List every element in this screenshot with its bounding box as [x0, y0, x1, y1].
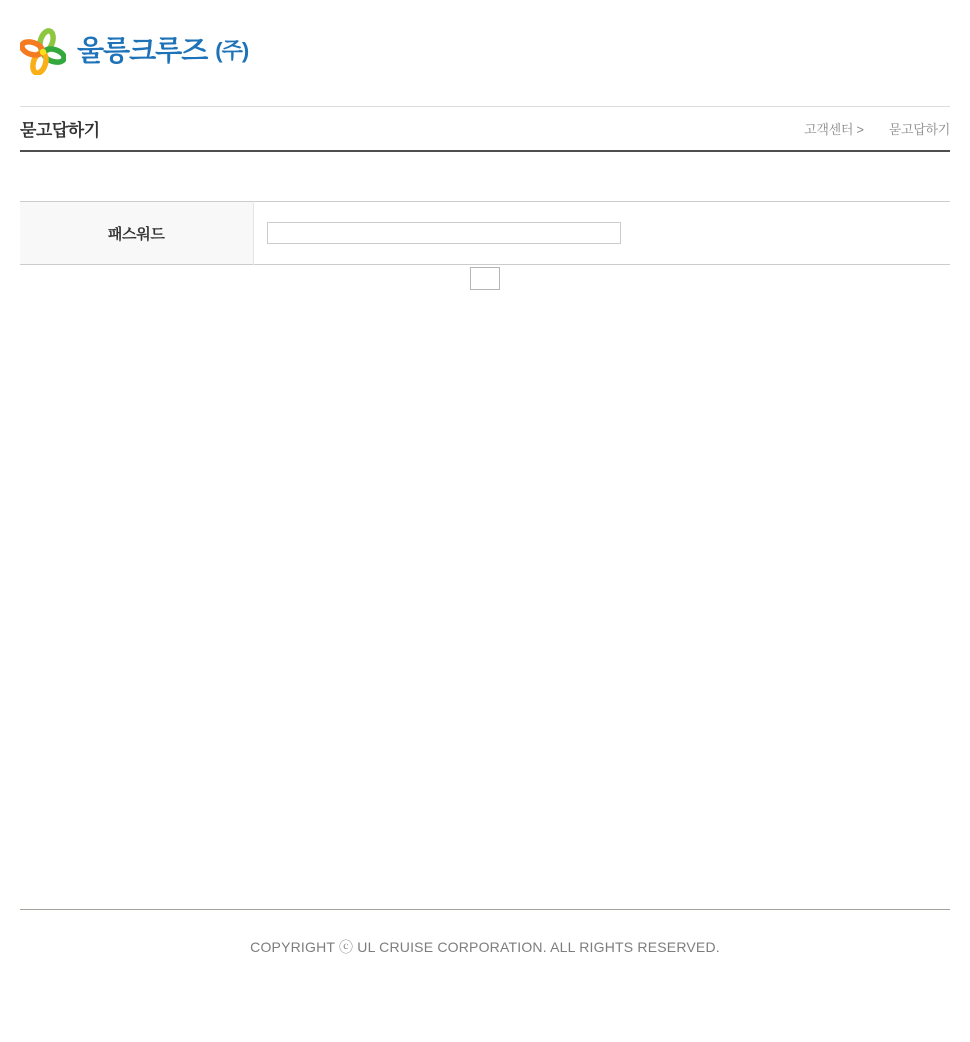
logo[interactable]: [20, 27, 248, 75]
title-bar: [20, 107, 950, 152]
password-table: [20, 201, 950, 265]
password-input[interactable]: [267, 222, 621, 244]
copyright-text: COPYRIGHT ⓒ UL CRUISE CORPORATION. ALL RIGHTS RESERVED.: [250, 939, 720, 955]
logo-pinwheel-flower-icon: [20, 27, 66, 75]
password-label: 패스워드: [20, 202, 253, 265]
breadcrumb-customer-center[interactable]: 고객센터 >: [804, 122, 864, 137]
password-cell: [253, 202, 950, 265]
breadcrumb-current-page[interactable]: 묻고답하기: [888, 122, 950, 137]
logo-center-dot: [40, 49, 46, 55]
header: [20, 0, 950, 107]
page-title: 묻고답하기: [20, 121, 100, 140]
password-row: [20, 202, 950, 265]
breadcrumb: [804, 119, 950, 138]
footer: [20, 909, 950, 957]
logo-suffix: (주): [215, 38, 249, 63]
submit-button[interactable]: [470, 267, 500, 290]
button-row: [0, 267, 970, 294]
logo-text: 울릉크루즈: [77, 35, 208, 66]
